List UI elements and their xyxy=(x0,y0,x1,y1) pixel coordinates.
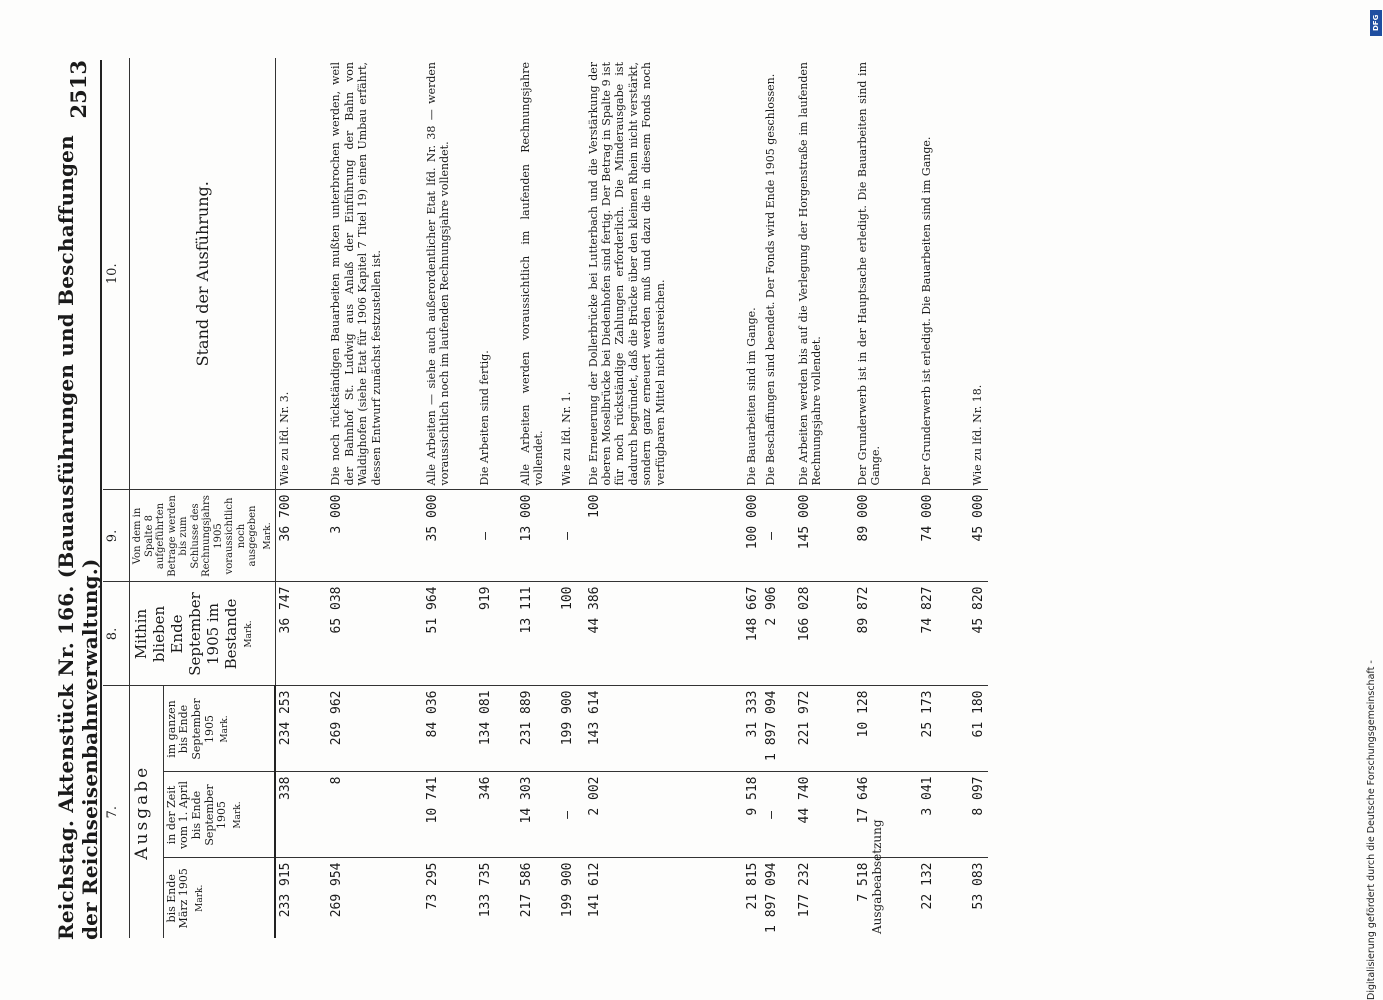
credit-strip xyxy=(1366,0,1383,1000)
cell-value: 231 889 xyxy=(518,690,534,746)
until-march-cell xyxy=(762,858,781,938)
cell-value: 65 038 xyxy=(329,586,345,634)
cell-value: 234 253 xyxy=(278,690,294,746)
total-september-cell xyxy=(854,686,886,772)
cell-value: 53 083 xyxy=(971,862,987,910)
until-march-cell xyxy=(327,858,385,938)
cell-value: 100 000 xyxy=(745,494,761,550)
expected-spend-cell xyxy=(517,490,548,582)
spacer-cell xyxy=(577,686,585,772)
expected-spend-cell xyxy=(585,490,669,582)
status-cell: Der Grunderwerb ist in der Hauptsache erledigt. Die Bauarbeiten sind im Gange. xyxy=(854,58,886,490)
cell-value: 74 000 xyxy=(920,494,936,542)
until-march-cell xyxy=(476,858,495,938)
total-september-cell xyxy=(275,686,295,772)
spacer-cell xyxy=(781,772,795,858)
row-spacer xyxy=(669,58,743,938)
april-september-cell xyxy=(969,772,988,858)
spacer-cell xyxy=(937,772,969,858)
cell-value: 346 xyxy=(477,776,493,800)
cell-value: 21 815 xyxy=(745,862,761,910)
column-number-10: 10. xyxy=(103,58,130,490)
spacer-cell xyxy=(886,858,918,938)
table-body xyxy=(275,58,988,938)
remaining-balance-cell xyxy=(854,582,886,686)
spacer-cell xyxy=(385,582,423,686)
spacer-cell xyxy=(781,858,795,938)
unit-label: Mark. xyxy=(195,884,206,912)
remaining-balance-cell xyxy=(517,582,548,686)
cell-value: 199 900 xyxy=(559,862,575,918)
cell-value: — xyxy=(764,811,780,819)
spacer-cell xyxy=(454,58,476,490)
spacer-cell xyxy=(826,582,854,686)
remaining-balance-cell xyxy=(918,582,937,686)
expected-spend-cell xyxy=(854,490,886,582)
status-cell: Wie zu lfd. Nr. 1. xyxy=(558,58,577,490)
expected-spend-cell xyxy=(969,490,988,582)
spacer-cell xyxy=(295,58,327,490)
cell-value: 36 747 xyxy=(277,586,293,634)
status-cell: Wie zu lfd. Nr. 3. xyxy=(275,58,295,490)
cell-value: 3 041 xyxy=(920,776,936,816)
dfg-logo-icon: DFG xyxy=(1370,10,1382,36)
row-spacer xyxy=(886,58,918,938)
spacer-cell xyxy=(548,582,558,686)
unit-label: Mark. xyxy=(244,620,254,648)
until-march-cell xyxy=(854,819,886,938)
until-march-cell xyxy=(918,858,937,938)
cell-value: 2 002 xyxy=(586,776,602,816)
spacer-cell xyxy=(826,58,854,490)
cell-value: 35 000 xyxy=(424,494,440,542)
table-row xyxy=(918,58,937,938)
spacer-cell xyxy=(826,490,854,582)
spacer-cell xyxy=(669,58,743,490)
april-september-cell xyxy=(918,772,937,858)
header-remaining-balance-text: Mithin blieben Ende September 1905 im Bestande xyxy=(132,592,240,676)
cell-value: 2 906 xyxy=(764,586,780,626)
column-number-8: 8. xyxy=(103,582,130,686)
remaining-balance-cell xyxy=(743,582,762,686)
total-september-cell xyxy=(918,686,937,772)
april-september-cell xyxy=(795,772,826,858)
remaining-balance-cell xyxy=(558,582,577,686)
until-march-cell xyxy=(795,858,826,938)
header-april-september-text: in der Zeit vom 1. April bis Ende September 1905 xyxy=(164,780,229,850)
cell-value: 13 000 xyxy=(518,494,534,542)
status-cell: Die Arbeiten sind fertig. xyxy=(476,58,495,490)
cell-value: 13 111 xyxy=(518,586,534,634)
cell-value: 44 740 xyxy=(797,776,813,824)
cell-value: 9 518 xyxy=(745,776,761,816)
cell-value: 1 897 094 xyxy=(764,690,780,761)
spacer-cell xyxy=(454,686,476,772)
row-spacer xyxy=(937,58,969,938)
cell-value: 89 872 xyxy=(855,586,871,634)
total-september-cell xyxy=(327,686,385,772)
cell-value: — xyxy=(764,532,780,540)
header-total-september xyxy=(163,686,275,772)
cell-value: 89 000 xyxy=(855,494,871,542)
row-spacer xyxy=(295,58,327,938)
cell-value: 10 128 xyxy=(855,690,871,738)
status-cell: Alle Arbeiten werden voraussichtlich im laufenden Rechnungsjahre vollendet. xyxy=(517,58,548,490)
spacer-cell xyxy=(495,582,517,686)
row-spacer xyxy=(577,58,585,938)
remaining-balance-cell xyxy=(585,582,669,686)
header-expected-spend xyxy=(130,490,276,582)
spacer-cell xyxy=(669,772,743,858)
header-total-september-text: im ganzen bis Ende September 1905 xyxy=(164,698,216,760)
status-cell: Wie zu lfd. Nr. 18. xyxy=(969,58,988,490)
april-september-cell xyxy=(517,772,548,858)
cell-value: 338 xyxy=(278,776,294,800)
table-row xyxy=(854,58,886,938)
expected-spend-cell xyxy=(558,490,577,582)
spacer-cell xyxy=(886,772,918,858)
status-cell: Die Arbeiten werden bis auf die Verlegung der Horgenstraße im laufenden Rechnungsjahre vollendet. xyxy=(795,58,826,490)
spacer-cell xyxy=(577,582,585,686)
spacer-cell xyxy=(495,490,517,582)
row-spacer xyxy=(495,58,517,938)
group-header-ausgabe: Ausgabe xyxy=(130,686,164,938)
column-number-7: 7. xyxy=(103,686,130,938)
expected-spend-cell xyxy=(795,490,826,582)
spacer-cell xyxy=(826,772,854,858)
until-march-cell xyxy=(969,858,988,938)
table-row xyxy=(795,58,826,938)
unit-label: Mark. xyxy=(220,715,231,743)
spacer-cell xyxy=(781,58,795,490)
cell-value: 84 036 xyxy=(424,690,440,738)
april-september-cell xyxy=(558,772,577,858)
row-spacer xyxy=(385,58,423,938)
spacer-cell xyxy=(454,772,476,858)
column-number-row xyxy=(103,58,130,938)
spacer-cell xyxy=(826,858,854,938)
cell-value: 36 700 xyxy=(277,494,293,542)
remaining-balance-cell xyxy=(423,582,454,686)
spacer-cell xyxy=(669,582,743,686)
spacer-cell xyxy=(385,58,423,490)
expected-spend-cell xyxy=(423,490,454,582)
table-row xyxy=(327,58,385,938)
unit-label: Mark. xyxy=(262,522,273,550)
expected-spend-cell xyxy=(327,490,385,582)
spacer-cell xyxy=(886,490,918,582)
page-number: 2513 xyxy=(65,60,91,119)
cell-value: 14 303 xyxy=(518,776,534,824)
cell-value: 45 820 xyxy=(971,586,987,634)
cell-value: 217 586 xyxy=(518,862,534,918)
spacer-cell xyxy=(669,858,743,938)
cell-value: 73 295 xyxy=(424,862,440,910)
spacer-cell xyxy=(548,58,558,490)
cell-value: 919 xyxy=(477,586,493,610)
april-september-cell xyxy=(743,772,762,858)
until-march-cell xyxy=(585,858,669,938)
cell-value: 45 000 xyxy=(971,494,987,542)
cell-value: 3 000 xyxy=(329,494,345,534)
status-cell: Die Erneuerung der Dollerbrücke bei Lutterbach und die Verstärkung der oberen Moselbrücke bei Diedenhofen sind fertig. Der Betrag in Spalte 9 ist für noch rückständige Zahlungen erforderlich. Die Minderausgabe ist dadurch begründet, daß die Brücke über den kleinen Rhein nicht verstärkt, sondern ganz erneuert werden muß und dazu die in diesem Fonds noch verfügbaren Mittel nicht ausreichen. xyxy=(585,58,669,490)
spacer-cell xyxy=(385,686,423,772)
spacer-cell xyxy=(937,490,969,582)
spacer-cell xyxy=(295,490,327,582)
status-cell: Der Grunderwerb ist erledigt. Die Bauarbeiten sind im Gange. xyxy=(918,58,937,490)
total-september-cell xyxy=(585,686,669,772)
cell-value: 177 232 xyxy=(797,862,813,918)
spacer-cell xyxy=(937,686,969,772)
spacer-cell xyxy=(781,490,795,582)
spacer-cell xyxy=(495,686,517,772)
spacer-cell xyxy=(886,686,918,772)
cell-value: 143 614 xyxy=(586,690,602,746)
spacer-cell xyxy=(937,858,969,938)
april-september-cell xyxy=(423,772,454,858)
status-cell: Die noch rückständigen Bauarbeiten mußten unterbrochen werden, weil der Bahnhof St. Ludwig aus Anlaß der Einführung der Bahn von Waldighofen (siehe Etat für 1906 Kapitel 7 Titel 19) einen Umbau erfährt, dessen Entwurf zunächst festzustellen ist. xyxy=(327,58,385,490)
total-september-cell xyxy=(476,686,495,772)
status-cell: Alle Arbeiten — siehe auch außerordentlicher Etat lfd. Nr. 38 — werden voraussichtlich noch im laufenden Rechnungsjahre vollendet. xyxy=(423,58,454,490)
cell-value: 133 735 xyxy=(477,862,493,918)
cell-value: 148 667 xyxy=(745,586,761,642)
spacer-cell xyxy=(495,858,517,938)
cell-value: 22 132 xyxy=(920,862,936,910)
table-row xyxy=(762,58,781,938)
cell-value: 61 180 xyxy=(971,690,987,738)
cell-value: 1 897 094 xyxy=(764,862,780,933)
expenditure-table xyxy=(103,58,988,938)
expected-spend-cell xyxy=(476,490,495,582)
cell-value: — xyxy=(559,532,575,540)
spacer-cell xyxy=(669,686,743,772)
remaining-balance-cell xyxy=(762,582,781,686)
cell-value: 7 518 xyxy=(855,862,871,902)
column-group-row xyxy=(130,58,164,938)
row-spacer xyxy=(781,58,795,938)
spacer-cell xyxy=(548,686,558,772)
april-september-cell xyxy=(327,772,385,858)
spacer-cell xyxy=(385,772,423,858)
spacer-cell xyxy=(454,582,476,686)
table-row xyxy=(743,58,762,938)
spacer-cell xyxy=(495,772,517,858)
until-march-cell xyxy=(558,858,577,938)
spacer-cell xyxy=(669,490,743,582)
april-september-cell xyxy=(762,772,781,858)
total-september-cell xyxy=(969,686,988,772)
spacer-cell xyxy=(577,858,585,938)
table-row xyxy=(423,58,454,938)
cell-value: 269 962 xyxy=(329,690,345,746)
table-row xyxy=(558,58,577,938)
cell-value: 17 646 xyxy=(855,776,871,824)
cell-value: 25 173 xyxy=(920,690,936,738)
row-spacer xyxy=(826,58,854,938)
expected-spend-cell xyxy=(743,490,762,582)
remaining-balance-cell xyxy=(476,582,495,686)
cell-value: 199 900 xyxy=(559,690,575,746)
spacer-cell xyxy=(548,772,558,858)
cell-value: 221 972 xyxy=(797,690,813,746)
april-september-cell xyxy=(275,772,295,858)
spacer-cell xyxy=(295,686,327,772)
row-spacer xyxy=(454,58,476,938)
cell-value: 166 028 xyxy=(797,586,813,642)
spacer-cell xyxy=(781,686,795,772)
until-march-cell xyxy=(743,858,762,938)
remaining-balance-cell xyxy=(275,582,295,686)
cell-value: 141 612 xyxy=(586,862,602,918)
cell-value: 8 097 xyxy=(971,776,987,816)
table-row xyxy=(585,58,669,938)
header-remaining-balance xyxy=(130,582,276,686)
april-september-cell xyxy=(585,772,669,858)
header-until-march-text: bis Ende März 1905 xyxy=(164,868,191,929)
april-september-cell xyxy=(476,772,495,858)
spacer-cell xyxy=(826,686,854,772)
spacer-cell xyxy=(548,858,558,938)
until-march-cell xyxy=(275,858,295,938)
spacer-cell xyxy=(886,58,918,490)
header-until-march xyxy=(163,858,275,938)
page-header xyxy=(54,60,102,940)
spacer-cell xyxy=(385,490,423,582)
header-rule xyxy=(100,60,102,938)
spacer-cell xyxy=(385,858,423,938)
spacer-cell xyxy=(577,490,585,582)
spacer-cell xyxy=(781,582,795,686)
spacer-cell xyxy=(454,490,476,582)
until-march-cell xyxy=(517,858,548,938)
header-status: Stand der Ausführung. xyxy=(130,58,276,490)
cell-value: 74 827 xyxy=(920,586,936,634)
cell-value: 100 xyxy=(586,494,602,518)
table-row xyxy=(275,58,295,938)
cell-value: 44 386 xyxy=(586,586,602,634)
spacer-cell xyxy=(454,858,476,938)
spacer-cell xyxy=(295,858,327,938)
table-row xyxy=(517,58,548,938)
status-cell: Die Bauarbeiten sind im Gange. xyxy=(743,58,762,490)
cell-value: 100 xyxy=(559,586,575,610)
total-september-cell xyxy=(743,686,762,772)
spacer-cell xyxy=(937,58,969,490)
spacer-cell xyxy=(295,772,327,858)
digitization-credit: Digitalisierung gefördert durch die Deutsche Forschungsgemeinschaft - xyxy=(1366,660,1377,1000)
total-september-cell xyxy=(795,686,826,772)
spacer-cell xyxy=(295,582,327,686)
spacer-cell xyxy=(886,582,918,686)
table-row xyxy=(969,58,988,938)
remaining-balance-cell xyxy=(969,582,988,686)
total-september-cell xyxy=(517,686,548,772)
expected-spend-cell xyxy=(275,490,295,582)
cell-value: 8 xyxy=(329,776,345,785)
remaining-balance-cell xyxy=(327,582,385,686)
spacer-cell xyxy=(937,582,969,686)
remaining-balance-cell xyxy=(795,582,826,686)
column-number-9: 9. xyxy=(103,490,130,582)
cell-value: — xyxy=(559,811,575,819)
header-expected-spend-text: Von dem in Spalte 8 aufgeführten Betrage werden bis zum Schlusse des Rechnungsjahrs 1905 voraussichtlich noch ausgegeben xyxy=(132,495,258,577)
total-september-cell xyxy=(423,686,454,772)
cell-value: — xyxy=(477,532,493,540)
page-title: Reichstag. Aktenstück Nr. 166. (Bauausführungen und Beschaffungen der Reichseisenbahnverwaltung.) xyxy=(54,135,102,940)
unit-label: Mark. xyxy=(232,801,243,829)
until-march-cell xyxy=(423,858,454,938)
spacer-cell xyxy=(577,58,585,490)
cell-value: 10 741 xyxy=(424,776,440,824)
cell-value: 269 954 xyxy=(329,862,345,918)
cell-value: 233 915 xyxy=(278,862,294,918)
cell-value: 31 333 xyxy=(745,690,761,738)
header-april-september xyxy=(163,772,275,858)
spacer-cell xyxy=(548,490,558,582)
status-cell: Die Beschaffungen sind beendet. Der Fonds wird Ende 1905 geschlossen. xyxy=(762,58,781,490)
cell-value: 51 964 xyxy=(424,586,440,634)
cell-value: 145 000 xyxy=(797,494,813,550)
cell-value: 134 081 xyxy=(477,690,493,746)
expected-spend-cell xyxy=(918,490,937,582)
table-row xyxy=(476,58,495,938)
total-september-cell xyxy=(558,686,577,772)
row-spacer xyxy=(548,58,558,938)
spacer-cell xyxy=(495,58,517,490)
total-september-cell xyxy=(762,686,781,772)
spacer-cell xyxy=(577,772,585,858)
deduction-note: Ausgabeabsetzung xyxy=(869,819,884,934)
expected-spend-cell xyxy=(762,490,781,582)
